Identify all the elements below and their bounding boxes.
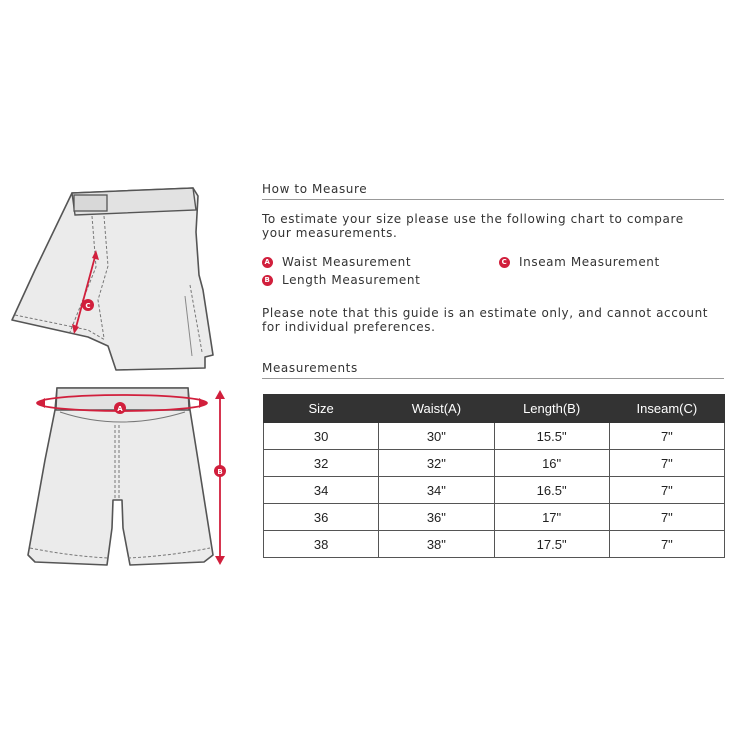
- col-length-header: Length(B): [494, 395, 609, 423]
- marker-b-label: B: [217, 468, 223, 476]
- cell-size: 36: [264, 504, 379, 531]
- marker-a-label: A: [117, 405, 123, 413]
- measurements-title: Measurements: [262, 361, 724, 379]
- cell-size: 30: [264, 423, 379, 450]
- cell-size: 38: [264, 531, 379, 558]
- cell-size: 34: [264, 477, 379, 504]
- cell-inseam: 7": [609, 450, 724, 477]
- legend-inseam: [499, 255, 660, 269]
- col-size-header: Size: [264, 395, 379, 423]
- disclaimer-line-1: Please note that this guide is an estimate only, and cannot account: [262, 306, 709, 320]
- disclaimer-text: [262, 306, 724, 334]
- cell-waist: 30": [379, 423, 494, 450]
- cell-waist: 36": [379, 504, 494, 531]
- marker-c-label: C: [85, 302, 91, 310]
- table-header-row: [264, 395, 725, 423]
- cell-inseam: 7": [609, 477, 724, 504]
- legend-inseam-label: Inseam Measurement: [519, 255, 660, 269]
- shorts-side-view: [12, 188, 213, 370]
- legend-b-badge: B: [262, 275, 273, 286]
- cell-inseam: 7": [609, 423, 724, 450]
- cell-length: 15.5": [494, 423, 609, 450]
- cell-length: 17.5": [494, 531, 609, 558]
- cell-length: 17": [494, 504, 609, 531]
- cell-inseam: 7": [609, 504, 724, 531]
- legend-length-label: Length Measurement: [282, 273, 421, 287]
- cell-length: 16": [494, 450, 609, 477]
- legend-length: [262, 273, 420, 287]
- cell-waist: 32": [379, 450, 494, 477]
- cell-size: 32: [264, 450, 379, 477]
- how-to-measure-title: How to Measure: [262, 182, 724, 200]
- measurements-section: [262, 361, 724, 379]
- cell-waist: 38": [379, 531, 494, 558]
- table-row: [264, 504, 725, 531]
- how-to-measure-section: [262, 182, 724, 240]
- table-row: [264, 450, 725, 477]
- cell-length: 16.5": [494, 477, 609, 504]
- intro-line-1: To estimate your size please use the following chart to compare: [262, 212, 684, 226]
- legend-waist-label: Waist Measurement: [282, 255, 412, 269]
- col-inseam-header: Inseam(C): [609, 395, 724, 423]
- disclaimer-line-2: for individual preferences.: [262, 320, 436, 334]
- size-chart-table: [263, 394, 725, 558]
- table-row: [264, 531, 725, 558]
- intro-text: [262, 212, 724, 240]
- cell-inseam: 7": [609, 531, 724, 558]
- table-row: [264, 477, 725, 504]
- legend-a-badge: A: [262, 257, 273, 268]
- cell-waist: 34": [379, 477, 494, 504]
- col-waist-header: Waist(A): [379, 395, 494, 423]
- legend-waist: [262, 255, 411, 269]
- shorts-front-view: [28, 388, 225, 565]
- intro-line-2: your measurements.: [262, 226, 398, 240]
- legend-c-badge: C: [499, 257, 510, 268]
- table-row: [264, 423, 725, 450]
